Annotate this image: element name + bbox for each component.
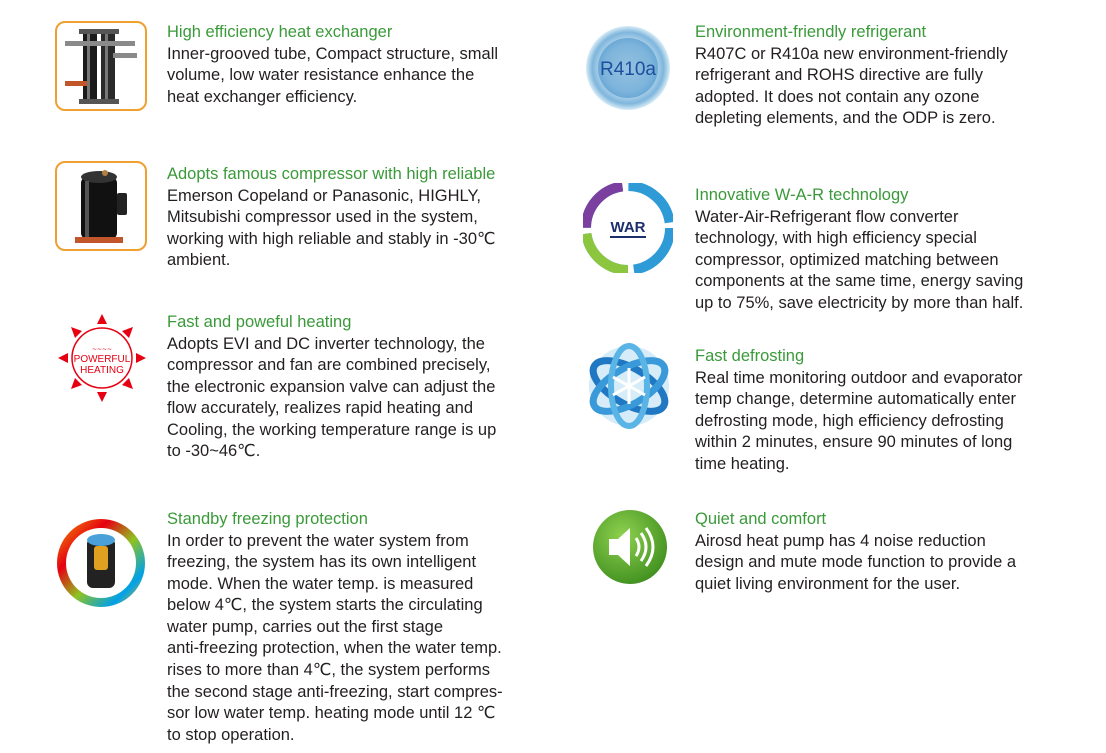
feature-line: components at the same time, energy saving [695,272,1024,291]
svg-text:~~~~: ~~~~ [91,346,113,353]
feature-title: Adopts famous compressor with high reliable [167,165,496,183]
feature-line: In order to prevent the water system from [167,531,469,550]
feature-line: adopted. It does not contain any ozone [695,87,980,106]
heating-icon-label: POWERFUL [73,354,131,365]
feature-line: the second stage anti-freezing, start compres- [167,682,503,701]
heat-exchanger-icon [55,21,147,111]
feature-line: working with high reliable and stably in -30℃ [167,229,496,248]
feature-line: ambient. [167,251,231,270]
powerful-heating-icon [56,312,148,404]
feature-line: defrosting mode, high efficiency defrosting [695,411,1004,430]
r410a-icon [584,24,672,112]
feature-compressor [167,164,496,272]
feature-line: refrigerant and ROHS directive are fully [695,66,983,85]
feature-line: Mitsubishi compressor used in the system, [167,208,478,227]
feature-refrigerant [695,22,1008,130]
feature-title: Innovative W-A-R technology [695,186,909,204]
freezing-protection-icon [54,516,148,610]
feature-line: Adopts EVI and DC inverter technology, the [167,334,485,353]
feature-line: technology, with high efficiency special [695,229,977,248]
feature-line: Inner-grooved tube, Compact structure, small [167,44,499,63]
feature-title: Environment-friendly refrigerant [695,23,927,41]
feature-line: to -30~46℃. [167,442,261,461]
compressor-icon [55,161,147,251]
war-technology-icon [583,183,673,273]
feature-line: Emerson Copeland or Panasonic, HIGHLY, [167,186,481,205]
feature-line: to stop operation. [167,725,295,744]
feature-line: volume, low water resistance enhance the [167,66,475,85]
feature-line: the electronic expansion valve can adjust the [167,377,496,396]
feature-defrosting [695,346,1022,475]
feature-line: within 2 minutes, ensure 90 minutes of long [695,433,1013,452]
feature-line: anti-freezing protection, when the water temp. [167,639,502,658]
feature-line: compressor, optimized matching between [695,250,999,269]
feature-powerful-heating [167,312,496,463]
feature-line: Airosd heat pump has 4 noise reduction [695,531,986,550]
feature-quiet [695,509,1016,595]
feature-line: heat exchanger efficiency. [167,87,358,106]
feature-title: High efficiency heat exchanger [167,23,393,41]
feature-line: Water-Air-Refrigerant flow converter [695,207,959,226]
feature-line: flow accurately, realizes rapid heating and [167,399,474,418]
feature-heat-exchanger [167,22,498,108]
feature-line: water pump, carries out the first stage [167,617,444,636]
feature-line: temp change, determine automatically enter [695,390,1017,409]
feature-war-technology [695,185,1023,314]
defrosting-icon [586,343,672,429]
feature-line: R407C or R410a new environment-friendly [695,44,1008,63]
r410a-label: R410a [600,59,656,80]
feature-line: rises to more than 4℃, the system performs [167,661,490,680]
feature-title: Fast and poweful heating [167,313,352,331]
heating-icon-label: HEATING [80,365,124,376]
feature-line: below 4℃, the system starts the circulating [167,596,483,615]
feature-line: freezing, the system has its own intelligent [167,553,477,572]
feature-title: Fast defrosting [695,347,805,365]
feature-line: up to 75%, save electricity by more than half. [695,293,1024,312]
war-label: WAR [610,219,646,236]
feature-line: mode. When the water temp. is measured [167,574,474,593]
feature-line: Real time monitoring outdoor and evaporator [695,368,1023,387]
feature-freezing-protection [167,509,503,746]
feature-line: time heating. [695,454,790,473]
feature-line: Cooling, the working temperature range is up [167,420,497,439]
feature-line: quiet living environment for the user. [695,574,961,593]
feature-title: Quiet and comfort [695,510,827,528]
feature-line: sor low water temp. heating mode until 12 ℃ [167,704,496,723]
quiet-speaker-icon [591,508,669,586]
feature-line: depleting elements, and the ODP is zero. [695,109,996,128]
feature-line: design and mute mode function to provide a [695,553,1017,572]
feature-title: Standby freezing protection [167,510,368,528]
feature-line: compressor and fan are combined precisely, [167,356,491,375]
